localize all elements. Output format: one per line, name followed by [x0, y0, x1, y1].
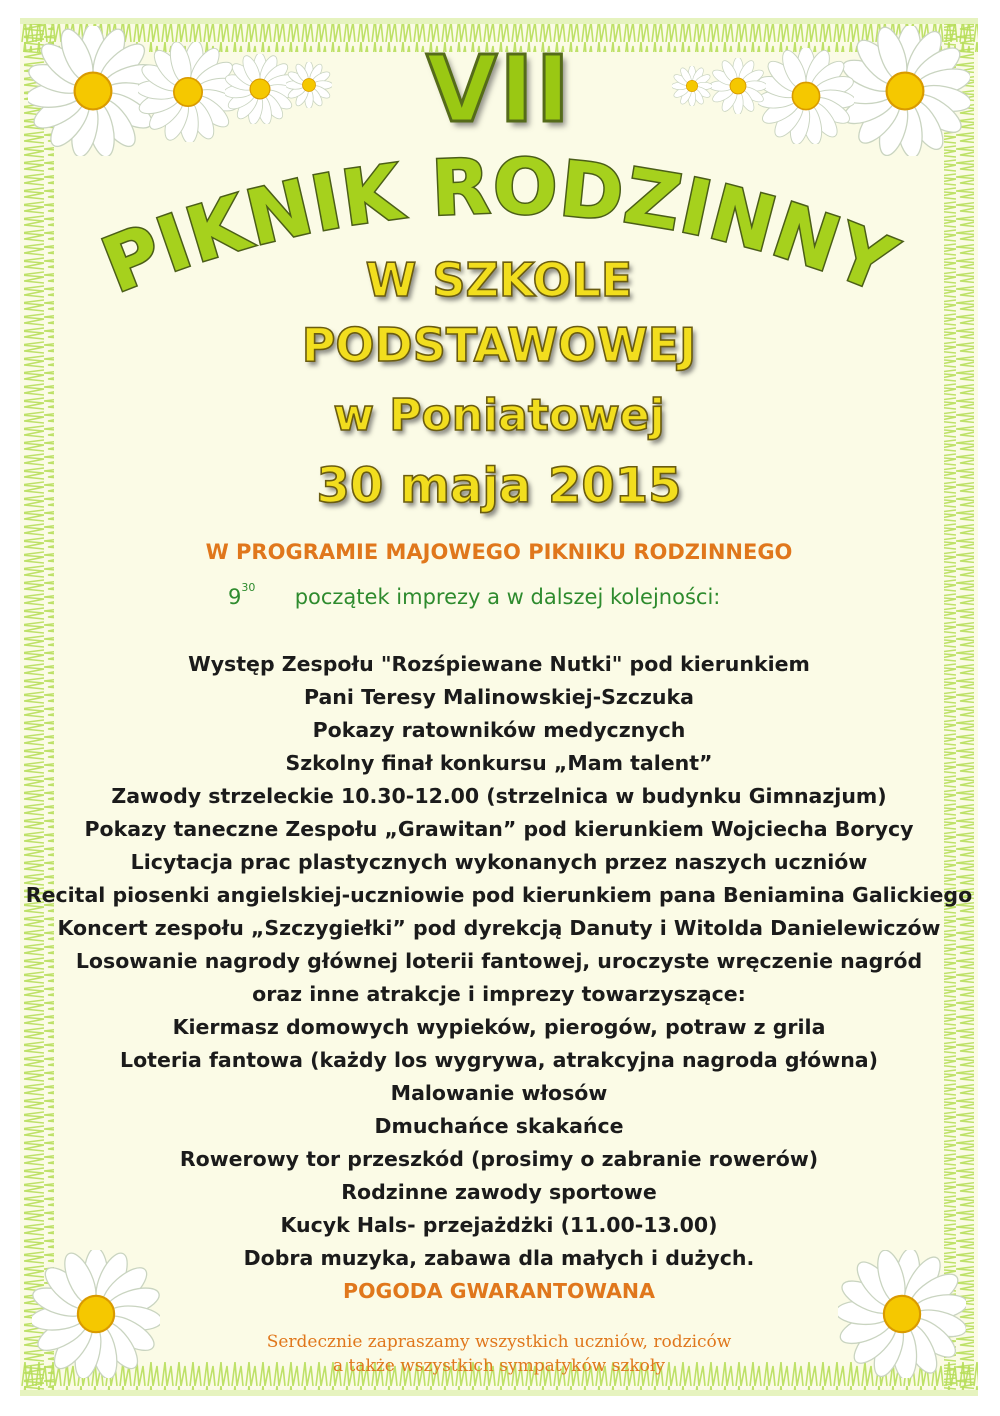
closing-line: a także wszystkich sympatyków szkoły	[333, 1356, 665, 1376]
start-time-line	[228, 581, 721, 609]
list-item: Pokazy taneczne Zespołu „Grawitan” pod kierunkiem Wojciecha Borycy	[84, 817, 914, 841]
list-item: oraz inne atrakcje i imprezy towarzyszące:	[252, 982, 746, 1006]
list-item: Rodzinne zawody sportowe	[341, 1180, 657, 1204]
list-item: Pokazy ratowników medycznych	[312, 718, 686, 742]
poster	[20, 18, 978, 1396]
subtitle-town: w Poniatowej	[333, 390, 665, 441]
title-numeral: VII	[426, 36, 572, 143]
program-heading: W PROGRAMIE MAJOWEGO PIKNIKU RODZINNEGO	[205, 540, 793, 564]
list-item: Kiermasz domowych wypieków, pierogów, potraw z grila	[172, 1015, 826, 1039]
closing-line: Serdecznie zapraszamy wszystkich uczniów, rodziców	[266, 1332, 732, 1352]
list-item: Recital piosenki angielskiej-uczniowie pod kierunkiem pana Beniamina Galickiego	[25, 883, 973, 907]
program-list	[20, 648, 978, 1308]
list-item: Koncert zespołu „Szczygiełki” pod dyrekcją Danuty i Witolda Danielewiczów	[57, 916, 941, 940]
event-date: 30 maja 2015	[316, 458, 682, 514]
list-item: Rowerowy tor przeszkód (prosimy o zabranie rowerów)	[179, 1147, 819, 1171]
list-item: Loteria fantowa (każdy los wygrywa, atrakcyjna nagroda główna)	[120, 1048, 878, 1072]
list-item: Pani Teresy Malinowskiej-Szczuka	[304, 685, 694, 709]
subtitle-primary: PODSTAWOWEJ	[301, 318, 697, 372]
list-item: Dobra muzyka, zabawa dla małych i dużych.	[243, 1246, 755, 1270]
closing-invitation	[20, 1330, 978, 1378]
list-item: Szkolny finał konkursu „Mam talent”	[285, 751, 713, 775]
list-item: Malowanie włosów	[390, 1081, 608, 1105]
subtitle-school: W SZKOLE	[365, 253, 633, 307]
list-item: Licytacja prac plastycznych wykonanych przez naszych uczniów	[130, 850, 868, 874]
start-text: początek imprezy a w dalszej kolejności:	[294, 585, 721, 609]
list-item: Dmuchańce skakańce	[374, 1114, 624, 1138]
list-item: Kucyk Hals- przejażdżki (11.00-13.00)	[280, 1213, 718, 1237]
list-item: Losowanie nagrody głównej loterii fantowej, uroczyste wręczenie nagród	[75, 949, 923, 973]
page-title: PIKNIK RODZINNY	[90, 141, 908, 310]
start-time: $9^{30}$	[228, 581, 256, 609]
list-item: Występ Zespołu "Rozśpiewane Nutki" pod kierunkiem	[188, 652, 810, 676]
list-item: Zawody strzeleckie 10.30-12.00 (strzelnica w budynku Gimnazjum)	[111, 784, 887, 808]
weather-note: POGODA GWARANTOWANA	[343, 1279, 655, 1303]
